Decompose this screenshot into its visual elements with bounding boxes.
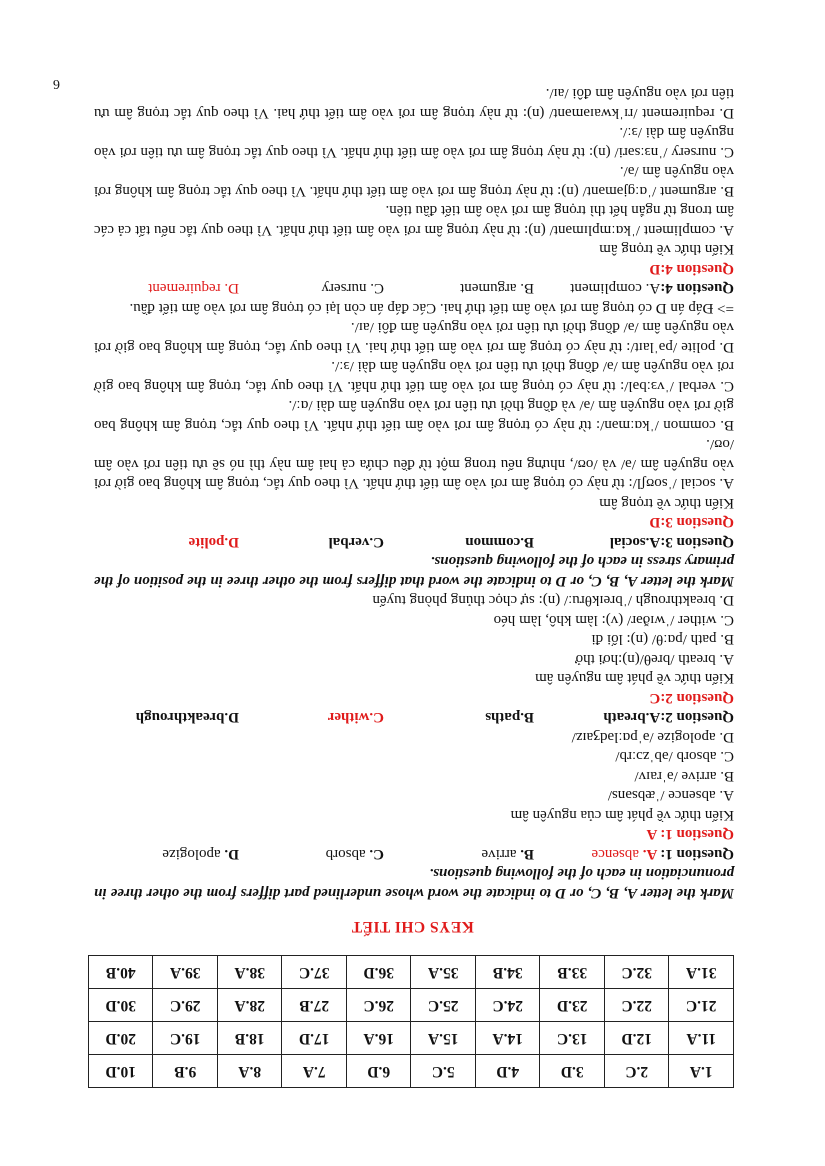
q3-line: => Đáp án D có trọng âm rơi vào âm tiết thứ hai. Các đáp án còn lại có trọng âm rơi vào âm tiết đầu. [129,300,734,316]
answer-key-cell: 27.B [282,989,347,1022]
answer-key-cell: 28.A [218,989,283,1022]
answer-key-cell: 39.A [153,956,218,989]
q1-answer: Question 1: A [646,826,734,843]
answer-key-cell: 24.C [476,989,541,1022]
section1-instruction: Mark the letter A, B, C, or D to indicate the word whose underlined part differs from the other three in pronunciation in each of the following questions. [94,865,734,901]
answer-key-cell: 16.A [347,1022,412,1055]
q1-option-d: apologize [162,846,221,862]
q1-line: Kiến thức về phát âm của nguyên âm [510,807,734,823]
answer-key-cell: 20.D [89,1022,154,1055]
answer-key-cell: 31.A [669,956,734,989]
q4-option-c: C. nursery [321,280,384,297]
answer-key-cell: 17.D [282,1022,347,1055]
answer-key-cell: 4.D [476,1055,541,1088]
answer-key-cell: 2.C [605,1055,670,1088]
question-3-options [94,532,734,552]
answer-key-cell: 32.C [605,956,670,989]
document-body [94,83,734,902]
q1-option-a: absence [591,846,639,862]
q2-line: D. breakthrough /ˈbreɪkθruː/ (n): sự chọc thủng phòng tuyến [372,592,734,609]
answer-key-cell: 11.A [669,1022,734,1055]
q1-line: B. arrive /əˈraɪv/ [634,768,734,784]
answer-key-cell: 33.B [540,956,605,989]
q4-line: C. nursery /ˈnɜːsəri/ (n): từ này trọng âm rơi vào âm tiết thứ nhất. Vì theo quy tắc trọng âm ưu tiên rơi vào nguyên âm dài /ɜː/. [94,124,734,160]
q4-line: A. compliment /ˈkɑːmplɪmənt/ (n): từ này trọng âm rơi vào âm tiết thứ nhất. Vì theo quy tắc nếu tất cả các âm trong từ ngắn hết thì trọng âm rơi vào âm tiết đầu tiên. [94,202,734,238]
q3-line: Kiến thức về trọng âm [599,495,734,511]
q1-line: D. apologize /əˈpɑːlədʒaɪz/ [571,729,734,745]
q4-option-a: A. compliment [570,280,661,297]
answer-key-cell: 35.A [411,956,476,989]
answer-key-cell: 37.C [282,956,347,989]
q3-line: D. polite /pəˈlaɪt/: từ này có trọng âm rơi vào âm tiết thứ hai. Vì theo quy tắc, trọng âm không bao giờ rơi vào nguyên âm /ə/ đồng thời ưu tiên rơi vào nguyên âm đôi /aɪ/. [94,319,734,355]
section2-instruction: Mark the letter A, B, C, or D to indicate the word that differs from the other three in the position of the primary stress in each of the following questions. [94,553,734,589]
answer-key-cell: 10.D [89,1055,154,1088]
answer-key-cell: 40.B [89,956,154,989]
answer-key-row [89,1022,734,1055]
q4-line: D. requirement /rɪˈkwaɪəmənt/ (n): từ này trọng âm rơi vào âm tiết thứ hai. Vì theo quy tắc trọng âm ưu tiên rơi vào nguyên âm đôi /aɪ/. [94,85,734,121]
answer-key-cell: 9.B [153,1055,218,1088]
answer-key-cell: 13.C [540,1022,605,1055]
answer-key-cell: 19.C [153,1022,218,1055]
q3-label: Question 3: [660,534,734,550]
q1-option-c: absorb [325,846,366,862]
answer-key-cell: 3.D [540,1055,605,1088]
q3-line: C. verbal /ˈvɜːbəl/: từ này có trọng âm rơi vào âm tiết thứ nhất. Vì theo quy tắc, trọng âm không bao giờ rơi vào nguyên âm /ə/ đồng thời ưu tiên rơi vào nguyên âm dài /ɜː/. [94,358,734,394]
answer-key-cell: 25.C [411,989,476,1022]
q4-option-b: B. argument [460,280,534,297]
q4-answer: Question 4:D [649,261,734,277]
question-1-options: Question 1: A. absence B. arrive C. absorb D. apologize [162,846,734,862]
q2-option-b: B.paths [485,709,534,726]
question-2-options [94,707,734,727]
answer-key-cell: 29.C [153,989,218,1022]
q2-option-a: A.breath [603,709,661,726]
answer-key-row [89,989,734,1022]
answer-key-cell: 22.C [605,989,670,1022]
answer-key-cell: 36.D [347,956,412,989]
answer-key-cell: 34.B [476,956,541,989]
q3-option-d: D.polite [188,534,239,550]
q2-line: B. path /pɑːθ/ (n): lối đi [591,631,734,648]
q1-line: C. absorb /əbˈzɔːrb/ [615,748,734,765]
q2-line: C. wither /ˈwɪðər/ (v): làm khô, làm héo [493,612,734,628]
keys-title: KEYS CHI TIẾT [351,918,474,935]
q3-option-a: A.social [609,534,661,550]
answer-key-cell: 26.C [347,989,412,1022]
answer-key-cell: 21.C [669,989,734,1022]
answer-key-row [89,1055,734,1088]
answer-key-cell: 1.A [669,1055,734,1088]
q2-line: Kiến thức về phát âm nguyên âm [535,670,734,687]
page-number: 6 [53,76,60,91]
q3-option-c: C.verbal [328,534,384,550]
answer-key-cell: 30.D [89,989,154,1022]
answer-key-cell: 14.A [476,1022,541,1055]
answer-key-cell: 38.A [218,956,283,989]
answer-key-cell: 5.C [411,1055,476,1088]
q4-option-d: D. requirement [148,280,239,297]
q3-line: B. common /ˈkɑːmən/: từ này có trọng âm rơi vào âm tiết thứ nhất. Vì theo quy tắc, trọng âm không bao giờ rơi vào nguyên âm /ə/ và đồng thời ưu tiên rơi vào nguyên âm dài /ɑː/. [94,397,734,433]
answer-key-cell: 15.A [411,1022,476,1055]
q1-line: A. absence /ˈæbsəns/ [607,787,734,804]
answer-key-cell: 12.D [605,1022,670,1055]
q3-option-b: B.common [465,534,534,550]
q2-line: A. breath /breθ/(n):hơi thở [575,651,734,667]
q3-line: A. social /ˈsoʊʃl/: từ này có trọng âm rơi vào âm tiết thứ nhất. Vì theo quy tắc, trọng âm không bao giờ rơi vào nguyên âm /ə/ và /oʊ/, nhưng nếu trong một từ đều chứa cả hai âm này thì nó sẽ ưu tiên rơi vào âm /oʊ/. [94,436,734,492]
answer-key-cell: 8.A [218,1055,283,1088]
answer-key-row [89,956,734,989]
q1-option-b: arrive [481,846,517,862]
q1-label: Question 1: [657,846,734,862]
q2-label: Question 2: [660,709,734,726]
q2-answer: Question 2:C [649,690,734,706]
q3-answer: Question 3:D [649,514,734,531]
q2-option-c: C.wither [327,709,384,726]
answer-key-cell: 18.B [218,1022,283,1055]
answer-key-cell: 7.A [282,1055,347,1088]
answer-key-table [88,955,734,1088]
q4-line: B. argument /ˈɑːɡjəmənt/ (n): từ này trọng âm rơi vào âm tiết thứ nhất. Vì theo quy tắc trọng âm không rơi vào nguyên âm /ə/. [94,163,734,199]
question-4-options [94,278,734,298]
q2-option-d: D.breakthrough [135,709,239,726]
answer-key-cell: 6.D [347,1055,412,1088]
q4-label: Question 4: [660,280,734,297]
answer-key-cell: 23.D [540,989,605,1022]
q4-line: Kiến thức về trọng âm [599,241,734,258]
